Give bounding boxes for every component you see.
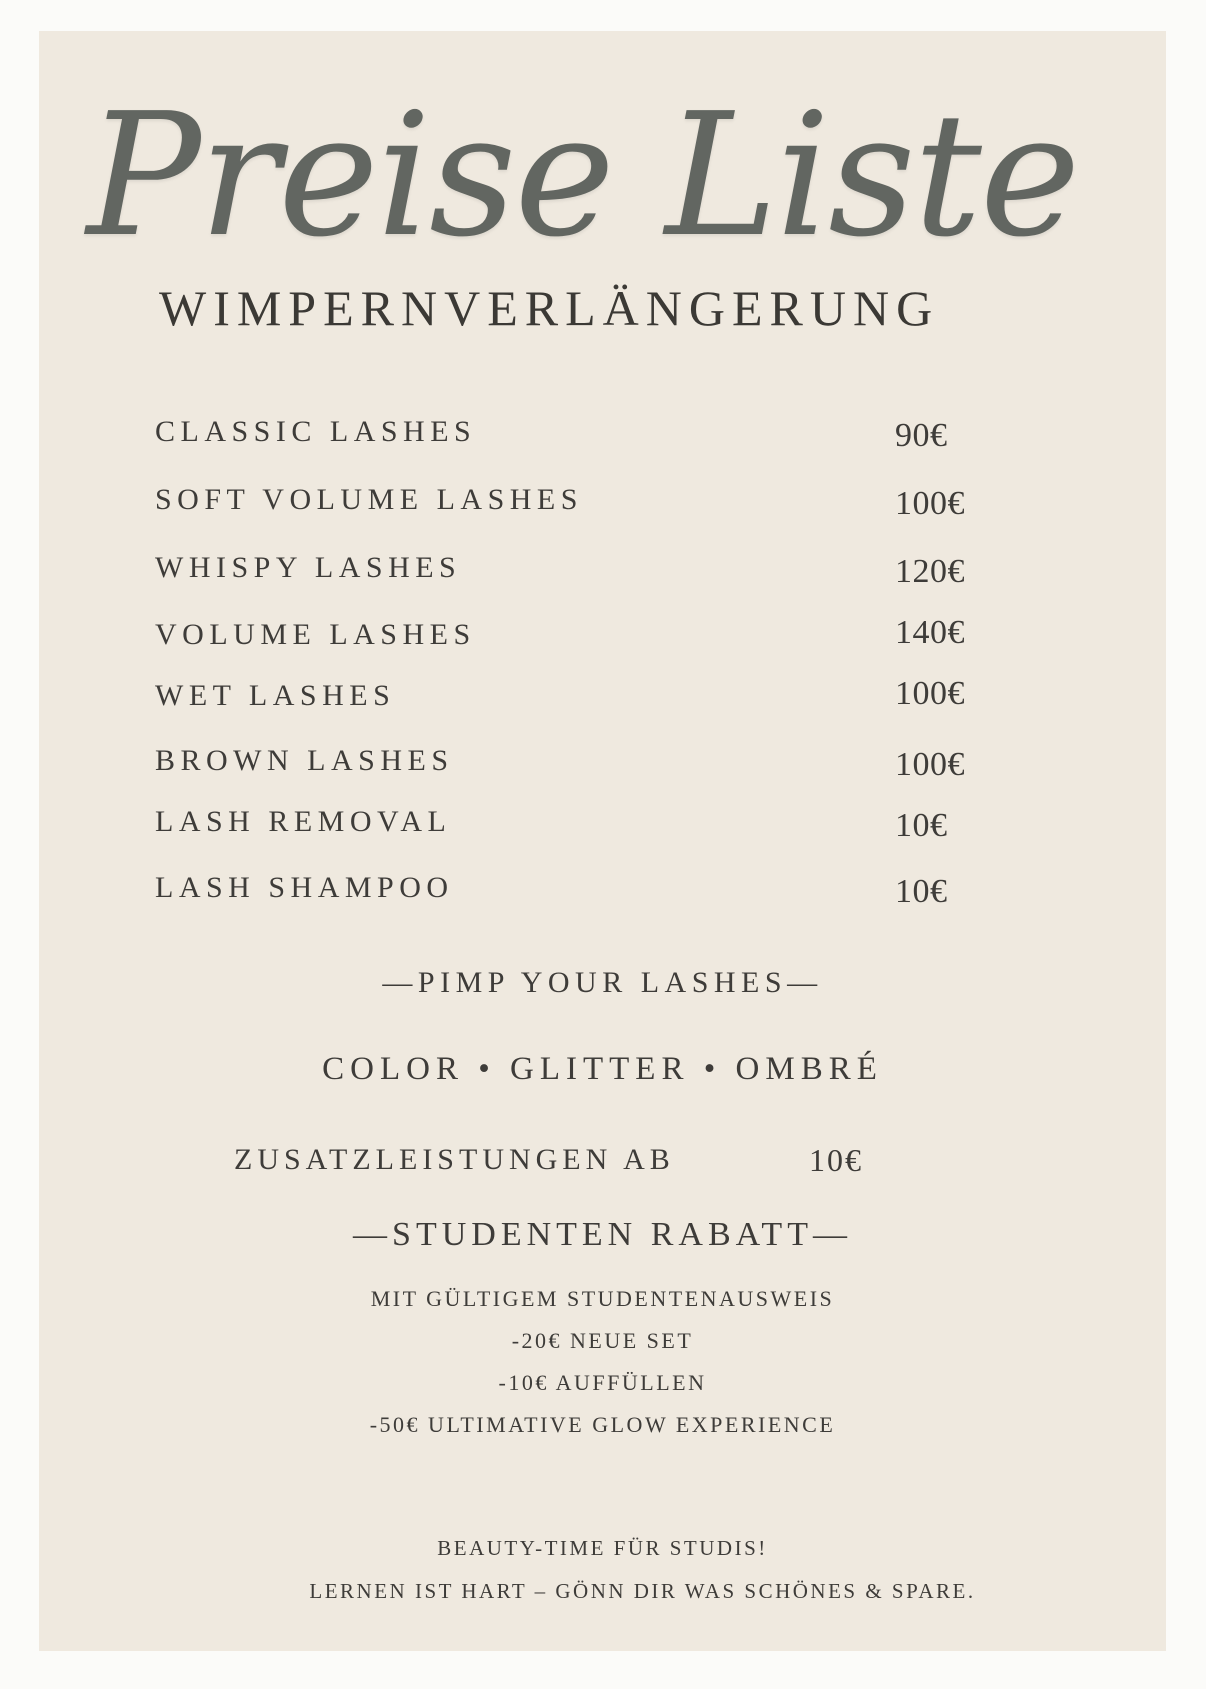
- service-price: 140€: [895, 614, 965, 651]
- student-discount-line: -10€ AUFFÜLLEN: [498, 1370, 707, 1395]
- price-row: [155, 675, 995, 719]
- price-row: [155, 614, 995, 658]
- service-name: LASH SHAMPOO: [155, 871, 454, 904]
- service-price: 90€: [895, 417, 948, 454]
- service-price: 10€: [895, 873, 948, 910]
- service-name: CLASSIC LASHES: [155, 415, 477, 448]
- price-row: [155, 483, 995, 523]
- footer-line: LERNEN IST HART – GÖNN DIR WAS SCHÖNES & SPARE.: [309, 1579, 976, 1603]
- extra-services-price: 10€: [809, 1142, 863, 1178]
- price-row: [155, 805, 995, 845]
- price-row: [155, 551, 995, 591]
- service-name: SOFT VOLUME LASHES: [155, 483, 583, 516]
- service-name: LASH REMOVAL: [155, 805, 452, 838]
- price-row: [155, 415, 995, 455]
- service-name: WHISPY LASHES: [155, 551, 462, 584]
- service-price: 100€: [895, 675, 965, 712]
- service-price: 100€: [895, 485, 965, 522]
- student-discount-line: -50€ ULTIMATIVE GLOW EXPERIENCE: [369, 1412, 836, 1437]
- service-price: 120€: [895, 553, 965, 590]
- service-name: BROWN LASHES: [155, 744, 454, 777]
- service-price: 10€: [895, 807, 948, 844]
- pimp-heading: —PIMP YOUR LASHES—: [382, 966, 823, 999]
- service-name: WET LASHES: [155, 679, 396, 712]
- student-discount-line: -20€ NEUE SET: [511, 1328, 694, 1353]
- script-title: Preise Liste: [86, 77, 1079, 275]
- service-name: VOLUME LASHES: [155, 618, 476, 651]
- extra-services-label: ZUSATZLEISTUNGEN AB: [234, 1143, 675, 1176]
- footer-line: BEAUTY-TIME FÜR STUDIS!: [437, 1536, 768, 1560]
- price-row: [155, 871, 995, 911]
- subtitle: WIMPERNVERLÄNGERUNG: [159, 280, 940, 336]
- student-discount-line: MIT GÜLTIGEM STUDENTENAUSWEIS: [370, 1286, 835, 1311]
- price-row: [155, 744, 995, 784]
- service-price: 100€: [895, 746, 965, 783]
- student-discount-heading: —STUDENTEN RABATT—: [353, 1216, 852, 1253]
- pimp-options: COLOR • GLITTER • OMBRÉ: [322, 1051, 883, 1087]
- price-list-card: [39, 31, 1166, 1651]
